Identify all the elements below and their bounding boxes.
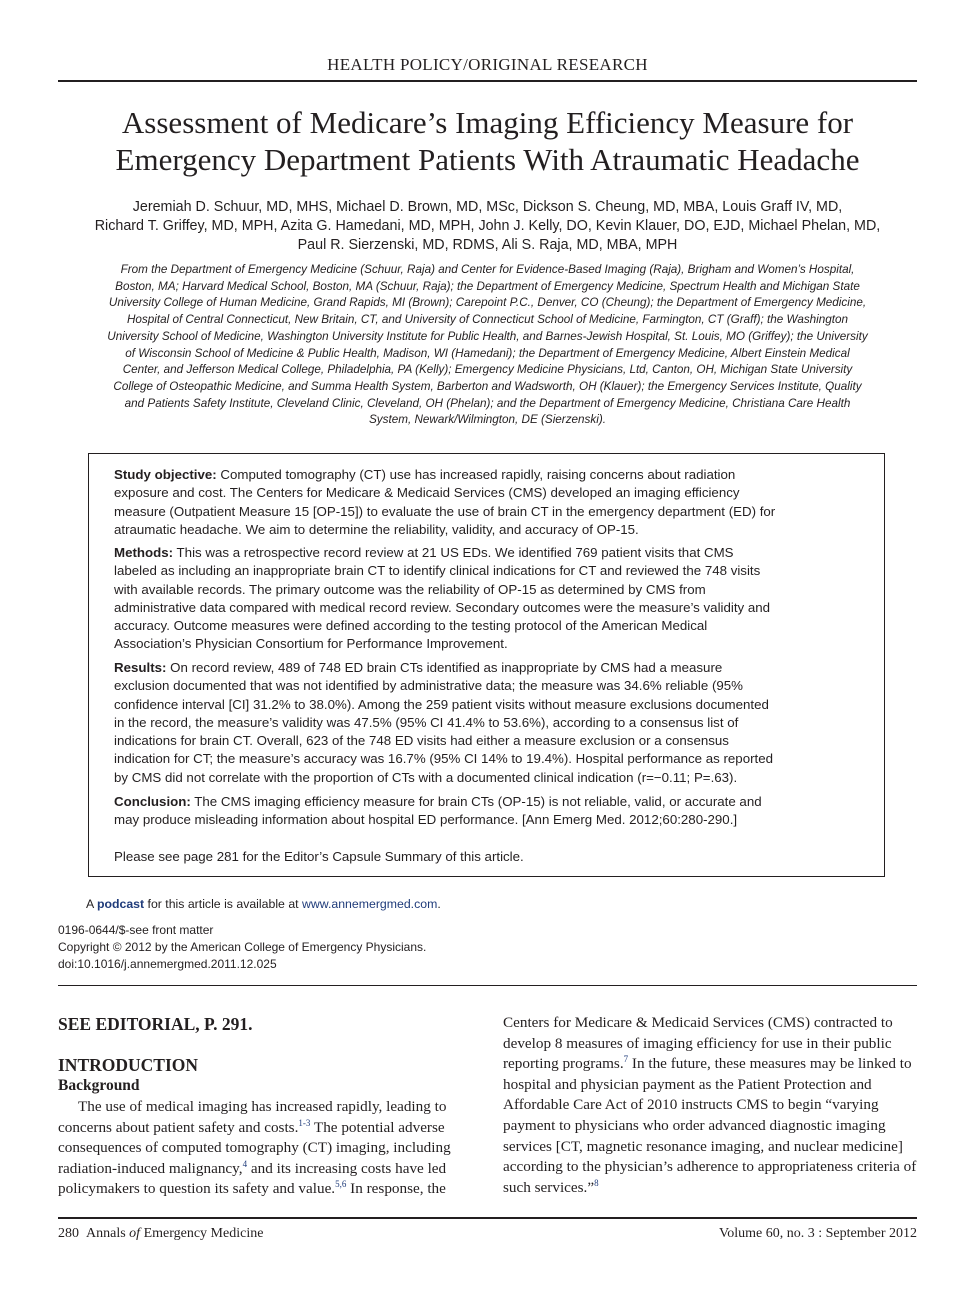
affiliation-line: College of Osteopathic Medicine, and Summa Health System, Barberton and Wadsworth, OH (Klauer); the Emergency Services Institute, Quality [113, 379, 862, 393]
section-label: HEALTH POLICY/ORIGINAL RESEARCH [327, 55, 648, 74]
affiliations [58, 262, 917, 429]
body-line: payment to physicians who order advanced diagnostic imaging [503, 1116, 886, 1134]
affiliation-line: Center, and Jefferson Medical College, Philadelphia, PA (Kelly); Emergency Medicine Physicians, Ltd, Canton, OH, Michigan State University [122, 363, 853, 377]
article-title [58, 104, 917, 178]
citation-ref[interactable]: 5,6 [335, 1179, 347, 1190]
results-text: indications for brain CT. Overall, 623 of the 748 ED visits had either a measure exclusion or a consensus [114, 733, 729, 749]
affiliation-line: University College of Human Medicine, Grand Rapids, MI (Brown); Carepoint P.C., Denver, CO (Cheung); the Department of Emergency Medicine, [108, 296, 867, 310]
capsule-note [114, 848, 862, 866]
abstract-conclusion [114, 793, 862, 830]
author-list [58, 198, 917, 255]
podcast-prefix: A [86, 897, 97, 911]
podcast-suffix: . [437, 897, 441, 911]
podcast-note [86, 897, 441, 911]
footer-journal [58, 1226, 263, 1242]
journal-name-rest: Emergency Medicine [143, 1226, 264, 1241]
title-line: Emergency Department Patients With Atraumatic Headache [115, 142, 860, 177]
results-text: by CMS did not correlate with the proportion of CTs with a documented clinical indication (r=−0.11; P=.63). [114, 769, 738, 785]
journal-name: Annals [86, 1226, 126, 1241]
subsection-heading-background: Background [58, 1077, 140, 1094]
footer-volume: Volume 60, no. 3 : September 2012 [718, 1226, 917, 1241]
conclusion-text: The CMS imaging efficiency measure for brain CTs (OP-15) is not reliable, valid, or accurate and [190, 794, 762, 809]
title-line: Assessment of Medicare’s Imaging Efficiency Measure for [121, 105, 854, 140]
body-line: consequences of computed tomography (CT) imaging, including [58, 1139, 451, 1157]
body-line: reporting programs.$^7$ In the future, these measures may be linked to [503, 1054, 912, 1073]
body-line: such services.”$^8$ [503, 1177, 599, 1196]
issn-line: 0196-0644/$-see front matter [58, 923, 214, 937]
podcast-link[interactable]: podcast [96, 897, 145, 911]
journal-name-of: of [129, 1226, 141, 1241]
conclusion-text: may produce misleading information about hospital ED performance. [Ann Emerg Med. 2012;60:280-290.] [114, 812, 738, 828]
objective-text: Computed tomography (CT) use has increased rapidly, raising concerns about radiation [216, 467, 736, 482]
body-line: policymakers to question its safety and value.$^{5,6}$ In response, the [58, 1179, 446, 1198]
abstract-objective [114, 466, 862, 539]
journal-url-link[interactable]: www.annemergmed.com [302, 897, 438, 911]
copyright-line: Copyright © 2012 by the American College of Emergency Physicians. [58, 940, 427, 954]
conclusion-label: Conclusion: [114, 794, 191, 809]
doi-line: doi:10.1016/j.annemergmed.2011.12.025 [58, 957, 277, 971]
capsule-text: Please see page 281 for the Editor’s Capsule Summary of this article. [114, 849, 524, 864]
objective-text: exposure and cost. The Centers for Medicare & Medicaid Services (CMS) developed an imaging efficiency [114, 485, 740, 501]
citation-ref[interactable]: 8 [594, 1177, 599, 1188]
objective-text: measure (Outpatient Measure 15 [OP-15]) to evaluate the use of brain CT in the emergency department (ED) for [114, 503, 776, 519]
front-matter [58, 922, 426, 973]
results-text: indication for CT; the measure’s accuracy was 16.7% (95% CI 14% to 19.4%). Hospital performance as reported [114, 751, 774, 767]
methods-text: Association’s Physician Consortium for Performance Improvement. [114, 636, 508, 652]
abstract-methods [114, 544, 862, 654]
citation-ref[interactable]: 1-3 [298, 1117, 311, 1128]
affiliation-line: Boston, MA; Harvard Medical School, Boston, MA (Schuur, Raja); the Department of Emergency Medicine, Spectrum Health and Michigan State [115, 279, 860, 293]
results-text: exclusion documented that was not identified by administrative data; the measure was 34.6% reliable (95% [114, 678, 743, 694]
body-line: develop 8 measures of imaging efficiency for use in their public [503, 1034, 892, 1052]
affiliation-line: University School of Medicine, Washington University Institute for Public Health, and Barnes-Jewish Hospital, St. Louis, MO (Griffey); the University [107, 329, 868, 343]
results-text: in the record, the measure’s validity was 47.5% (95% CI 41.4% to 53.6%), according to a consensus list of [114, 714, 739, 730]
methods-text: with available records. The primary outcome was the reliability of OP-15 as determined by CMS from [114, 581, 706, 597]
body-line: concerns about patient safety and costs.$^{1-3}$ The potential adverse [58, 1117, 445, 1136]
citation-ref[interactable]: 4 [242, 1158, 248, 1169]
results-label: Results: [114, 660, 167, 675]
body-line: hospital and physician payment as the Patient Protection and [503, 1075, 872, 1093]
methods-text: accuracy. Outcome measures were defined according to the testing protocol of the American Medical [114, 618, 708, 634]
affiliation-line: System, Newark/Wilmington, DE (Sierzenski). [369, 413, 606, 427]
body-line: Affordable Care Act of 2010 instructs CMS to begin “varying [503, 1096, 879, 1114]
footer-rule [58, 1217, 917, 1219]
methods-text: This was a retrospective record review at 21 US EDs. We identified 769 patient visits that CMS [173, 545, 734, 560]
mid-rule [58, 985, 917, 986]
body-line: services [CT, magnetic resonance imaging, and nuclear medicine] [503, 1137, 903, 1155]
affiliation-line: From the Department of Emergency Medicine (Schuur, Raja) and Center for Evidence-Based Imaging (Raja), Brigham and Women’s Hospital, [120, 263, 855, 276]
abstract-results [114, 659, 862, 787]
author-line: Jeremiah D. Schuur, MD, MHS, Michael D. Brown, MD, MSc, Dickson S. Cheung, MD, MBA, Louis Graff IV, MD, [132, 199, 843, 215]
results-text: confidence interval [CI] 31.2% to 38.0%). Among the 259 patient visits without measure exclusions documented [114, 696, 769, 712]
page-number: 280 [58, 1226, 79, 1241]
citation-ref[interactable]: 7 [623, 1054, 629, 1065]
affiliation-line: and Patients Safety Institute, Cleveland Clinic, Cleveland, OH (Phelan); and the Department of Emergency Medicine, Christiana Care Health [124, 396, 851, 410]
top-rule [58, 80, 917, 82]
objective-text: atraumatic headache. We aim to determine the reliability, validity, and accuracy of OP-15. [114, 521, 639, 537]
body-column-left [58, 1097, 451, 1200]
author-line: Richard T. Griffey, MD, MPH, Azita G. Hamedani, MD, MPH, John J. Kelly, DO, Kevin Klauer, DO, EJD, Michael Phelan, MD, [94, 218, 881, 234]
podcast-middle: for this article is available at [144, 897, 302, 911]
see-editorial-link[interactable]: SEE EDITORIAL, P. 291. [58, 1014, 253, 1034]
author-line: Paul R. Sierzenski, MD, RDMS, Ali S. Raja, MD, MBA, MPH [297, 237, 678, 253]
methods-label: Methods: [114, 545, 174, 560]
section-heading-introduction: INTRODUCTION [58, 1055, 199, 1075]
body-line: Centers for Medicare & Medicaid Services (CMS) contracted to [503, 1014, 893, 1031]
affiliation-line: Hospital of Central Connecticut, New Britain, CT, and University of Connecticut School of Medicine, Farmington, CT (Graff); the Washington [126, 313, 849, 327]
body-line: according to the physician’s adherence to appropriateness criteria of [503, 1158, 917, 1176]
body-line: The use of medical imaging has increased rapidly, leading to [78, 1098, 447, 1115]
methods-text: administrative data compared with medical record review. Secondary outcomes were the measure’s validity and [114, 599, 771, 615]
body-line: radiation-induced malignancy,$^4$ and its increasing costs have led [58, 1158, 447, 1177]
results-text: On record review, 489 of 748 ED brain CTs identified as inappropriate by CMS had a measure [166, 660, 723, 675]
affiliation-line: of Wisconsin School of Medicine & Public Health, Madison, WI (Hamedani); the Department of Emergency Medicine, Albert Einstein Medical [125, 346, 850, 360]
objective-label: Study objective: [114, 467, 217, 482]
methods-text: labeled as including an inappropriate brain CT to identify clinical indications for CT and reviewed the 748 visits [114, 563, 761, 579]
body-column-right [503, 1013, 916, 1198]
